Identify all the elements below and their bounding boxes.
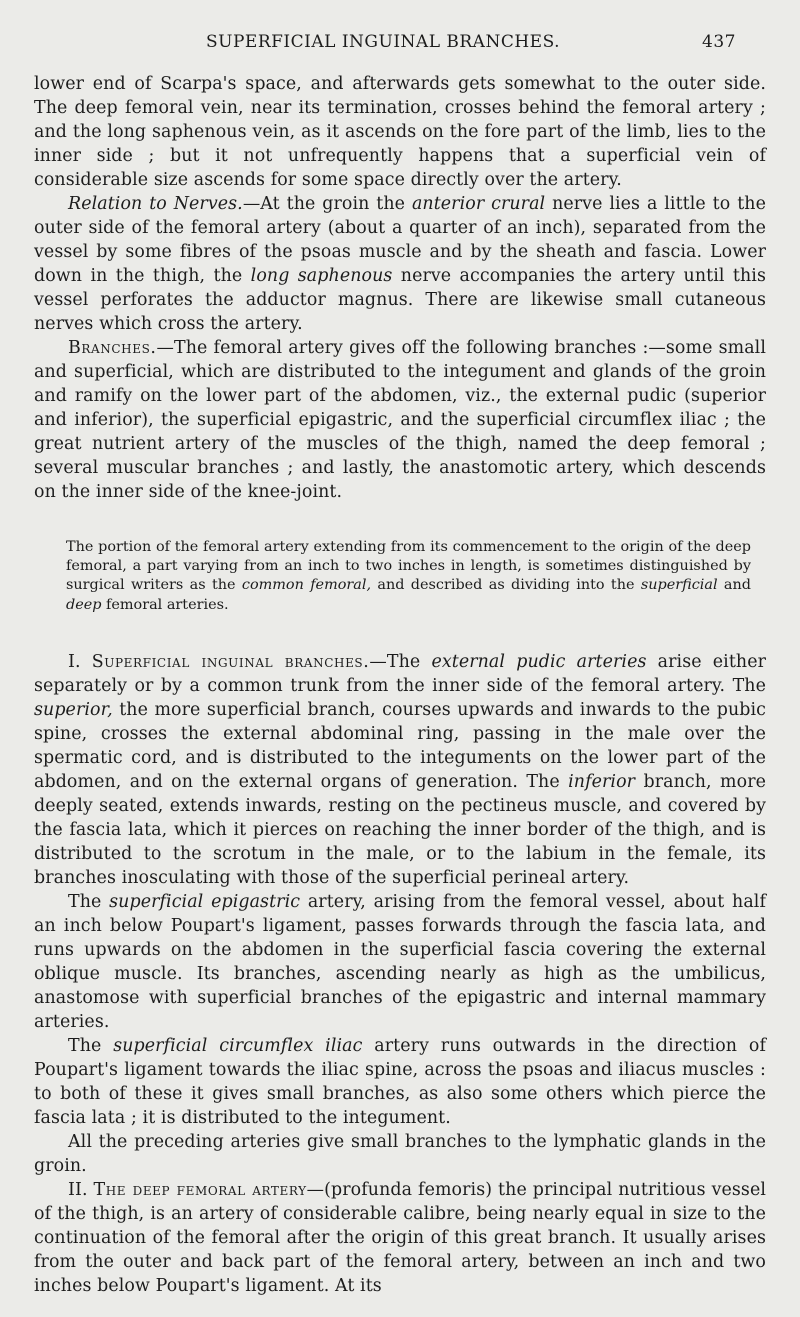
paragraph-superficial-epigastric: The superficial epigastric artery, arising from the femoral vessel, about half an inch below Poupart's ligament, passes forwards through the fascia lata, and runs upwards on the abdomen in the superficial fascia covering the external oblique muscle. Its branches, ascending nearly as high as the umbilicus, anastomose with superficial branches of the epigastric and internal mammary arteries. (34, 892, 766, 1032)
section-superficial-inguinal: I. Superficial inguinal branches.—The external pudic arteries arise either separately or by a common trunk from the inner side of the femoral artery. The superior, the more superficial branch, courses upwards and inwards to the pubic spine, crosses the external abdominal ring, passing in the male over the spermatic cord, and is distributed to the integuments on the lower part of the abdomen, and on the external organs of generation. The inferior branch, more deeply seated, extends inwards, resting on the pectineus muscle, and covered by the fascia lata, which it pierces on reaching the inner border of the thigh, and is distributed to the scrotum in the male, or to the labium in the female, its branches inosculating with those of the superficial perineal artery. (34, 652, 767, 888)
section-heading: The deep femoral artery (93, 1180, 307, 1200)
section-deep-femoral: II. The deep femoral artery—(profunda femoris) the principal nutritious vessel of the thigh, is an artery of considerable calibre, being nearly equal in size to the continuation of the femoral after the origin of this great branch. It usually arises from the outer and back part of the femoral artery, between an inch and two inches below Poupart's ligament. At its (34, 1180, 766, 1296)
paragraph-lymphatic-glands: All the preceding arteries give small branches to the lymphatic glands in the groin. (34, 1132, 766, 1176)
upper-text (34, 72, 766, 504)
paragraph-vein-relations: lower end of Scarpa's space, and afterwards gets somewhat to the outer side. The deep femoral vein, near its termination, crosses behind the femoral artery ; and the long saphenous vein, as it ascends on the fore part of the limb, lies to the inner side ; but it not unfrequently happens that a superficial vein of considerable size ascends for some space directly over the artery. (34, 74, 766, 190)
section-heading: Superficial inguinal branches. (91, 652, 370, 672)
paragraph-relation-to-nerves: Relation to Nerves.—At the groin the anterior crural nerve lies a little to the outer side of the femoral artery (about a quarter of an inch), separated from the vessel by some fibres of the psoas muscle and by the sheath and fascia. Lower down in the thigh, the long saphenous nerve accompanies the artery until this vessel perforates the adductor magnus. There are likewise small cutaneous nerves which cross the artery. (34, 194, 766, 334)
run-in-heading: Branches. (68, 338, 157, 358)
page-number: 437 (702, 32, 736, 52)
run-in-heading: Relation to Nerves. (68, 194, 243, 214)
running-title: SUPERFICIAL INGUINAL BRANCHES. (206, 32, 561, 52)
paragraph-branches: Branches.—The femoral artery gives off the following branches :—some small and superficial, which are distributed to the integument and glands of the groin and ramify on the lower part of the abdomen, viz., the external pudic (superior and inferior), the superficial epigastric, and the superficial circumflex iliac ; the great nutrient artery of the muscles of the thigh, named the deep femoral ; several muscular branches ; and lastly, the anastomotic artery, which descends on the inner side of the knee-joint. (34, 338, 766, 502)
paragraph-circumflex-iliac: The superficial circumflex iliac artery runs outwards in the direction of Poupart's ligament towards the iliac spine, across the psoas and iliacus muscles : to both of these it gives small branches, as also some others which pierce the fascia lata ; it is distributed to the integument. (34, 1036, 767, 1128)
lower-text (34, 650, 766, 1298)
footnote-common-femoral: The portion of the femoral artery extending from its commencement to the origin of the deep femoral, a part varying from an inch to two inches in length, is sometimes distinguished by surgical writers as the common femoral, and described as dividing into the superficial and deep femoral arteries. (66, 539, 751, 613)
